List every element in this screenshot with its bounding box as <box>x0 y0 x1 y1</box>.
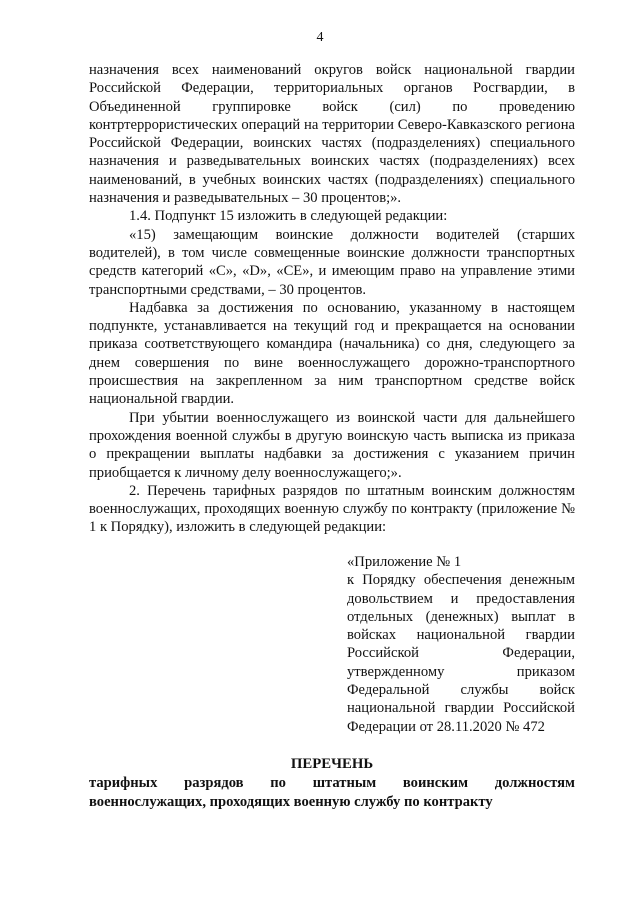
paragraph-allowance: Надбавка за достижения по основанию, указанному в настоящем подпункте, устанавливается на текущий год и прекращается на основании приказа соответствующего командира (начальника) со дня, следующего за днем совершения по вине военнослужащего дорожно-транспортного происшествия на закрепленном за ним транспортном средстве войск национальной гвардии. <box>89 299 575 408</box>
paragraph-item-1-4: 1.4. Подпункт 15 изложить в следующей редакции: <box>129 208 448 225</box>
paragraph-transfer: При убытии военнослужащего из воинской части для дальнейшего прохождения военной службы в другую воинскую часть выписка из приказа о прекращении выплаты надбавки за достижения с указанием причин приобщается к личному делу военнослужащего;». <box>89 409 575 481</box>
appendix-reference <box>347 553 575 736</box>
paragraph-subitem-15: «15) замещающим воинские должности водителей (старших водителей), в том числе совмещенные воинские должности транспортных средств категорий «C», «D», «CE», и имеющим право на управление этими транспортными средствами, – 30 процентов. <box>89 226 575 298</box>
paragraph-item-2: 2. Перечень тарифных разрядов по штатным воинским должностям военнослужащих, проходящих военную службу по контракту (приложение № 1 к Порядку), изложить в следующей редакции: <box>89 482 575 536</box>
page-number: 4 <box>316 30 324 45</box>
paragraph-continuation: назначения всех наименований округов войск национальной гвардии Российской Федерации, территориальных органов Росгвардии, в Объединенной группировке войск (сил) по проведению контртеррористических операций на территории Северо-Кавказского региона Российской Федерации, воинских частях (подразделениях) специального назначения и разведывательных воинских частях (подразделениях) всех наименований, в учебных воинских частях (подразделениях) специального назначения и разведывательных – 30 процентов;». <box>89 62 575 207</box>
appendix-heading: «Приложение № 1 <box>347 554 462 570</box>
list-title: ПЕРЕЧЕНЬ <box>290 756 374 772</box>
body-text <box>89 61 575 537</box>
list-subtitle: тарифных разрядов по штатным воинским должностям военнослужащих, проходящих военную службу по контракту <box>89 775 575 810</box>
appendix-text: к Порядку обеспечения денежным довольствием и предоставления отдельных (денежных) выплат в войсках национальной гвардии Российской Федерации, утвержденному приказом Федеральной службы войск национальной гвардии Российской Федерации от 28.11.2020 № 472 <box>347 572 575 735</box>
